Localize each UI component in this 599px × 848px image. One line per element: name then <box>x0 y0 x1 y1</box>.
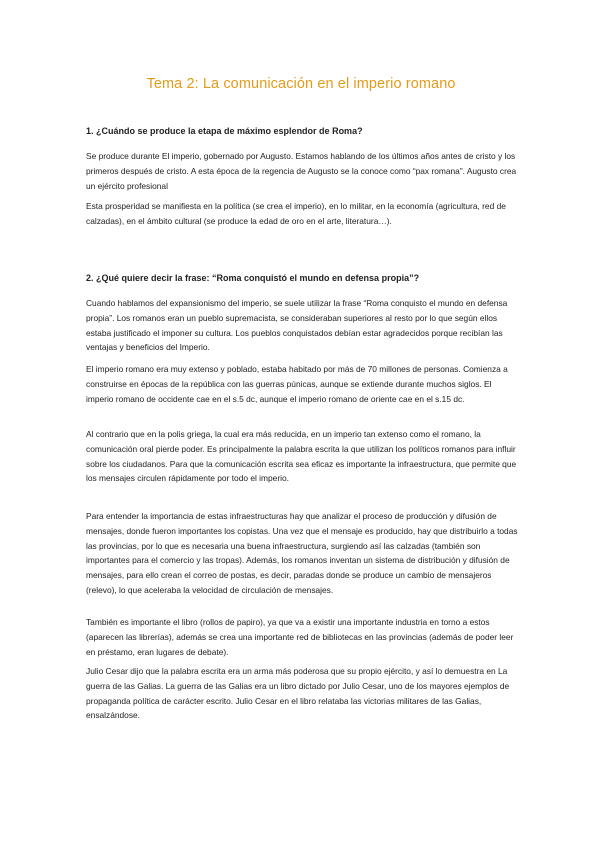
section-2-paragraph-5: También es importante el libro (rollos de papiro), ya que va a existir una importante industria en torno a estos (aparecen las librerías), además se crea una importante red de bibliotecas en las provincias (además de poder leer en préstamo, eran lugares de debate). <box>86 617 514 657</box>
section-2-paragraph-4: Para entender la importancia de estas infraestructuras hay que analizar el proceso de producción y difusión de mensajes, donde fueron importantes los copistas. Una vez que el mensaje es producido, hay que distribuirlo a todas las provincias, por lo que es necesaria una buena infraestructura, surgiendo así las calzadas (también son importantes para el comercio y las tropas). Además, los romanos inventan un sistema de distribución y difusión de mensajes, para ello crean el correo de postas, es decir, paradas donde se produce un cambio de mensajeros (relevo), lo que aceleraba la velocidad de circulación de mensajes. <box>86 511 518 595</box>
section-1-paragraph-1: Se produce durante El imperio, gobernado por Augusto. Estamos hablando de los últimos años antes de cristo y los primeros después de cristo. A esta época de la regencia de Augusto se la conoce como “pax romana”. Augusto crea un ejército profesional <box>86 151 517 191</box>
section-2-paragraph-1: Cuando hablamos del expansionismo del imperio, se suele utilizar la frase “Roma conquisto el mundo en defensa propia”. Los romanos eran un pueblo supremacista, se consideraban superiores al resto por lo que según ellos estaba justificado el imponer su cultura. Los pueblos conquistados debían estar agradecidos porque recibían las ventajas y beneficios del Imperio. <box>86 298 508 353</box>
page-title: Tema 2: La comunicación en el imperio romano <box>146 76 456 92</box>
section-2-paragraph-2: El imperio romano era muy extenso y poblado, estaba habitado por más de 70 millones de personas. Comienza a construirse en épocas de la república con las guerras púnicas, aunque se extiende durante muchos siglos. El imperio romano de occidente cae en el s.5 dc, aunque el imperio romano de oriente cae en el s.15 dc. <box>86 364 508 404</box>
section-1-heading: 1. ¿Cuándo se produce la etapa de máximo esplendor de Roma? <box>86 126 363 136</box>
section-2-paragraph-3: Al contrario que en la polis griega, la cual era más reducida, en un imperio tan extenso como el romano, la comunicación oral pierde poder. Es principalmente la palabra escrita la que utilizan los políticos romanos para influir sobre los ciudadanos. Para que la comunicación escrita sea eficaz es importante la infraestructura, que permite que los mensajes circulen rápidamente por todo el imperio. <box>86 429 517 484</box>
section-1-paragraph-2: Esta prosperidad se manifiesta en la política (se crea el imperio), en lo militar, en la economía (agricultura, red de calzadas), en el ámbito cultural (se produce la edad de oro en el arte, literatura…). <box>86 201 506 226</box>
section-2-paragraph-6: Julio Cesar dijo que la palabra escrita era un arma más poderosa que su propio ejército, y así lo demuestra en La guerra de las Galias. La guerra de las Galias era un libro dictado por Julio Cesar, uno de los mayores ejemplos de propaganda política de carácter escrito. Julio Cesar en el libro relataba las victorias militares de las Galias, ensalzándose. <box>86 666 510 721</box>
section-2-heading: 2. ¿Qué quiere decir la frase: “Roma conquistó el mundo en defensa propia”? <box>86 273 420 283</box>
